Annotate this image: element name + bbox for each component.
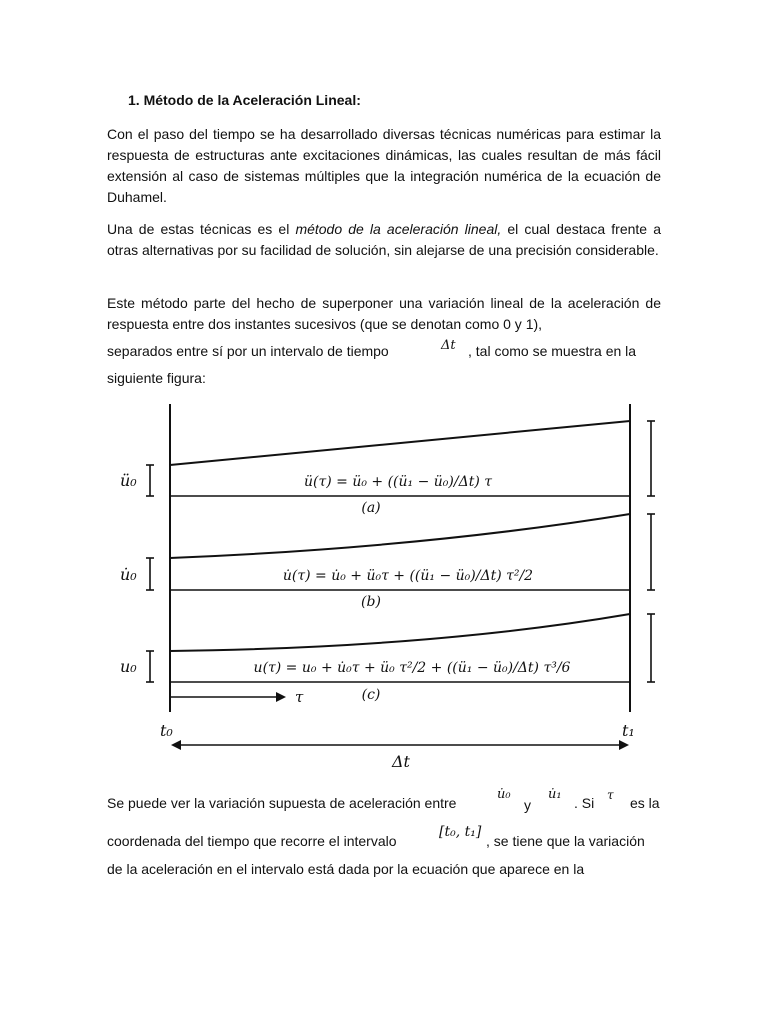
paragraph-description-line3: siguiente figura: [107, 370, 206, 386]
fig-right-marker-a [647, 421, 655, 496]
para4-si: . Si [574, 795, 595, 811]
fig-label-c: (c) [361, 687, 381, 703]
para4-line2-text: coordenada del tiempo que recorre el intervalo [107, 833, 397, 849]
fig-equation-a: ü(τ) = ü₀ + ((ü₁ − ü₀)/Δt) τ [304, 474, 492, 490]
fig-tau-label: τ [295, 688, 304, 706]
fig-symbol-ud0: u̇₀ [120, 565, 137, 584]
fig-right-marker-c [647, 614, 655, 682]
para4-line2-end: , se tiene que la variación [486, 833, 645, 849]
delta-t-symbol: Δt [441, 338, 456, 353]
fig-tau-arrowhead [276, 692, 286, 702]
fig-symbol-u0: u₀ [120, 657, 137, 676]
fig-delta-t-label: Δt [392, 752, 410, 771]
fig-equation-c: u(τ) = u₀ + u̇₀τ + ü₀ τ²/2 + ((ü₁ − ü₀)/Δt) τ³/6 [253, 660, 571, 676]
fig-left-marker-a [146, 465, 154, 496]
fig-left-marker-c [146, 651, 154, 682]
symbol-ud1: u̇₁ [548, 787, 562, 802]
symbol-tau: τ [607, 788, 614, 802]
fig-curve-c [170, 614, 630, 651]
para4-es-la: es la [630, 795, 660, 811]
fig-t1-label: t₁ [622, 721, 635, 740]
fig-label-b: (b) [361, 594, 381, 610]
fig-right-marker-b [647, 514, 655, 590]
fig-curve-b [170, 514, 630, 558]
fig-delta-t-arrowhead-right [619, 740, 629, 750]
fig-curve-a [170, 421, 630, 465]
paragraph-intro: Con el paso del tiempo se ha desarrollado diversas técnicas numéricas para estimar la respuesta de estructuras ante excitaciones dinámicas, las cuales resultan de más fácil extensión al caso de sistemas múltiples que la integración numérica de la ecuación de Duhamel. [107, 126, 661, 205]
fig-t0-label: t₀ [160, 721, 173, 740]
paragraph-description-line2b: , tal como se muestra en la [468, 343, 637, 359]
paragraph-method-italic: método de la aceleración lineal, [295, 221, 502, 237]
para4-y: y [524, 797, 531, 813]
paragraph-description: Este método parte del hecho de superponer una variación lineal de la aceleración de respuesta entre dos instantes sucesivos (que se denotan como 0 y 1), [107, 295, 661, 332]
fig-symbol-udd0: ü₀ [120, 471, 137, 490]
fig-label-a: (a) [361, 500, 381, 516]
para4-line1-text: Se puede ver la variación supuesta de aceleración entre [107, 795, 457, 811]
fig-left-marker-b [146, 558, 154, 590]
section-heading: 1. Método de la Aceleración Lineal: [128, 92, 361, 108]
paragraph-method-before: Una de estas técnicas es el [107, 221, 296, 237]
fig-delta-t-arrowhead-left [171, 740, 181, 750]
paragraph-description-line2a: separados entre sí por un intervalo de tiempo [107, 343, 389, 359]
fig-equation-b: u̇(τ) = u̇₀ + ü₀τ + ((ü₁ − ü₀)/Δt) τ²/2 [282, 568, 534, 584]
paragraph-method-after: el cual destaca frente a otras alternativas por su facilidad de solución, sin alejarse de una precisión considerable. [107, 221, 661, 258]
para4-line3: de la aceleración en el intervalo está dada por la ecuación que aparece en la [107, 861, 585, 877]
interval-symbol: [t₀, t₁] [439, 824, 482, 840]
symbol-ud0: u̇₀ [497, 787, 511, 802]
